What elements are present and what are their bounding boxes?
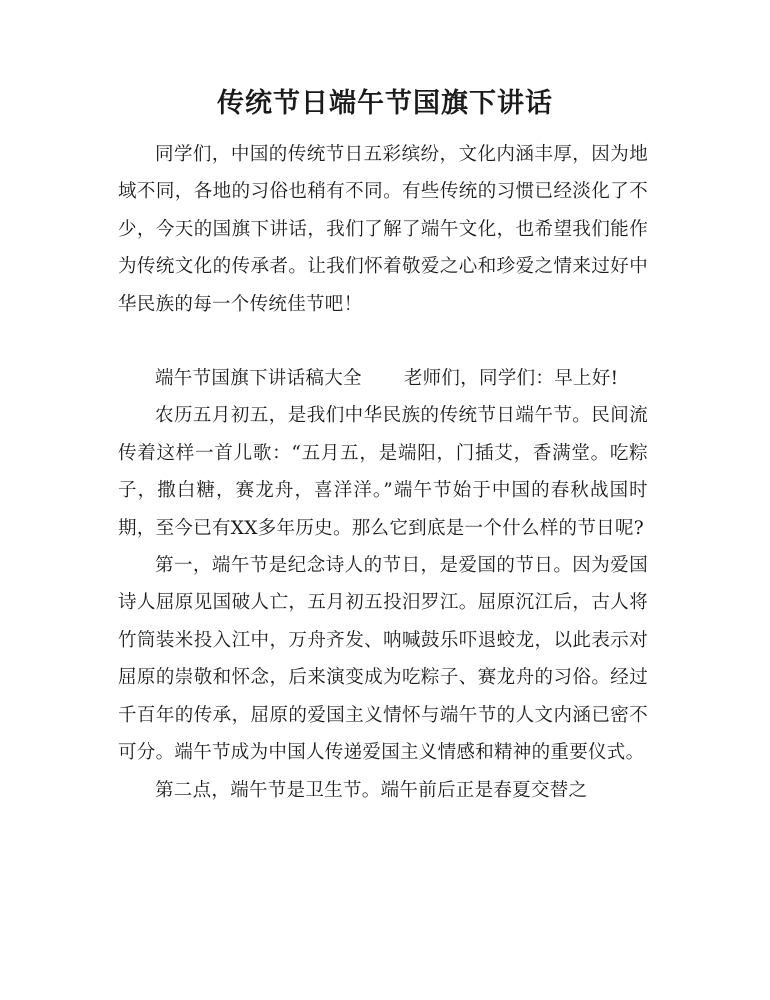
speech-greeting: 老师们，同学们：早上好! [403,368,619,390]
document-title: 传统节日端午节国旗下讲话 [217,88,553,119]
paragraph-point-one: 第一，端午节是纪念诗人的节日，是爱国的节日。因为爱国诗人屈原见国破人亡，五月初五投汨罗江。屈原沉江后，古人将竹筒装米投入江中，万舟齐发、呐喊鼓乐吓退蛟龙，以此表示对屈原的崇敬和怀念，后来演变成为吃粽子、赛龙舟的习俗。经过千百年的传承，屈原的爱国主义情怀与端午节的人文内涵已密不可分。端午节成为中国人传递爱国主义情感和精神的重要仪式。 [118,555,648,764]
speech-heading: 端午节国旗下讲话稿大全 [155,368,362,390]
paragraph-speech-opening [118,360,648,397]
paragraph-intro: 同学们，中国的传统节日五彩缤纷，文化内涵丰厚，因为地域不同，各地的习俗也稍有不同。有些传统的习惯已经淡化了不少，今天的国旗下讲话，我们了解了端午文化，也希望我们能作为传统文化的传承者。让我们怀着敬爱之心和珍爱之情来过好中华民族的每一个传统佳节吧！ [118,144,648,315]
document-body [118,136,648,809]
paragraph-duanwu-origin: 农历五月初五，是我们中华民族的传统节日端午节。民间流传着这样一首儿歌：“五月五，是端阳，门插艾，香满堂。吃粽子，撒白糖，赛龙舟，喜洋洋。”端午节始于中国的春秋战国时期，至今已有XX多年历史。那么它到底是一个什么样的节日呢? [118,405,648,539]
paragraph-point-two: 第二点，端午节是卫生节。端午前后正是春夏交替之 [155,779,588,801]
